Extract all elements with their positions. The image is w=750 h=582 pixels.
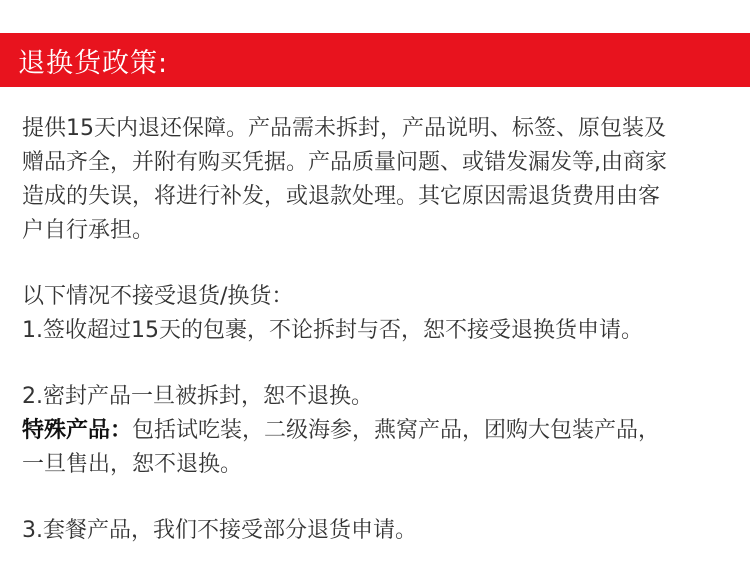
policy-intro-line: 提供15天内退还保障。产品需未拆封，产品说明、标签、原包装及 bbox=[22, 116, 666, 141]
policy-intro-line: 赠品齐全，并附有购买凭据。产品质量问题、或错发漏发等,由商家 bbox=[22, 150, 667, 175]
policy-intro-line: 造成的失误，将进行补发，或退款处理。其它原因需退货费用由客 bbox=[22, 184, 661, 209]
policy-content bbox=[22, 112, 734, 548]
section-header-banner bbox=[0, 33, 750, 87]
rule-2: 2.密封产品一旦被拆封，恕不退换。 bbox=[22, 384, 373, 409]
refusal-heading: 以下情况不接受退货/换货： bbox=[22, 284, 294, 309]
special-products-line-2: 一旦售出，恕不退换。 bbox=[22, 452, 243, 477]
special-products-text: 包括试吃装，二级海参，燕窝产品，团购大包装产品， bbox=[132, 418, 661, 443]
special-products-label: 特殊产品： bbox=[22, 418, 133, 443]
special-products-line bbox=[22, 414, 734, 448]
policy-intro-line: 户自行承担。 bbox=[22, 218, 155, 243]
section-title: 退换货政策: bbox=[18, 47, 169, 79]
rule-1: 1.签收超过15天的包裹，不论拆封与否，恕不接受退换货申请。 bbox=[22, 318, 643, 343]
rule-3: 3.套餐产品，我们不接受部分退货申请。 bbox=[22, 518, 417, 543]
